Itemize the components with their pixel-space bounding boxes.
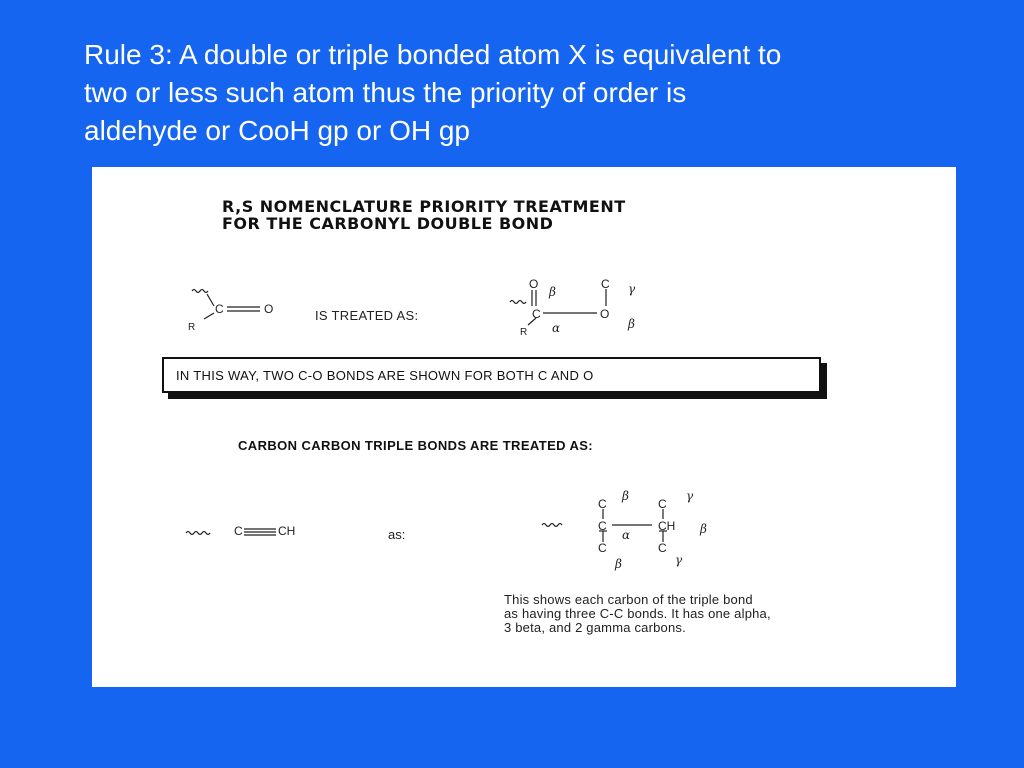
carbonyl-c: C bbox=[215, 302, 224, 316]
note-box bbox=[162, 357, 821, 393]
gamma-label: γ bbox=[628, 282, 636, 296]
beta-bottom-label: β bbox=[615, 557, 622, 571]
wavy-bond-right bbox=[510, 301, 526, 304]
alpha-label: α bbox=[552, 321, 561, 335]
carbonyl-r: R bbox=[188, 322, 196, 333]
gamma-top-label: γ bbox=[686, 489, 694, 503]
wavy-bond-alkyne bbox=[186, 532, 210, 535]
heading-line-3: aldehyde or CooH gp or OH gp bbox=[84, 115, 470, 146]
bond-r-c2 bbox=[204, 313, 214, 319]
gamma-bottom-label: γ bbox=[675, 553, 683, 567]
equiv-c-main: C bbox=[532, 307, 541, 321]
as-label: as: bbox=[388, 527, 406, 542]
alkyne-ch-right: CH bbox=[658, 519, 676, 533]
beta-label-1: β bbox=[549, 285, 556, 299]
figure-description bbox=[504, 593, 771, 635]
alkyne-c1-top: C bbox=[598, 497, 607, 511]
scanned-figure bbox=[92, 167, 956, 687]
carbonyl-o: O bbox=[264, 302, 274, 316]
bond-r-c1 bbox=[207, 294, 214, 306]
figure-title-line-1: R,S NOMENCLATURE PRIORITY TREATMENT bbox=[222, 197, 626, 216]
heading-line-1: Rule 3: A double or triple bonded atom X is equivalent to bbox=[84, 39, 782, 70]
equiv-c-top: C bbox=[601, 277, 610, 291]
description-line-1: This shows each carbon of the triple bond bbox=[504, 592, 753, 607]
alkyne-c1-bottom: C bbox=[598, 541, 607, 555]
equiv-o-top: O bbox=[529, 277, 539, 291]
treated-as-label: IS TREATED AS: bbox=[315, 308, 419, 323]
beta-label-2: β bbox=[628, 317, 635, 331]
alkyne-ch: CH bbox=[278, 524, 296, 538]
heading-line-2: two or less such atom thus the priority of order is bbox=[84, 77, 687, 108]
alpha-alkyne-label: α bbox=[622, 528, 631, 542]
alkyne-c2-bottom: C bbox=[658, 541, 667, 555]
slide-heading bbox=[84, 36, 984, 150]
description-line-2: as having three C-C bonds. It has one alpha, bbox=[504, 606, 771, 621]
alkyne-c: C bbox=[234, 524, 243, 538]
alkyne-c2-top: C bbox=[658, 497, 667, 511]
triple-bond-title: CARBON CARBON TRIPLE BONDS ARE TREATED AS: bbox=[238, 438, 594, 453]
equiv-o-main: O bbox=[600, 307, 610, 321]
figure-title-line-2: FOR THE CARBONYL DOUBLE BOND bbox=[222, 214, 554, 233]
wavy-bond bbox=[192, 290, 208, 293]
beta-top-label: β bbox=[622, 489, 629, 503]
beta-right-label: β bbox=[700, 522, 707, 536]
description-line-3: 3 beta, and 2 gamma carbons. bbox=[504, 620, 686, 635]
alkyne-c1: C bbox=[598, 519, 607, 533]
equiv-r: R bbox=[520, 327, 528, 338]
note-text: IN THIS WAY, TWO C-O BONDS ARE SHOWN FOR BOTH C AND O bbox=[176, 368, 594, 383]
wavy-bond-alkyne-right bbox=[542, 524, 562, 527]
